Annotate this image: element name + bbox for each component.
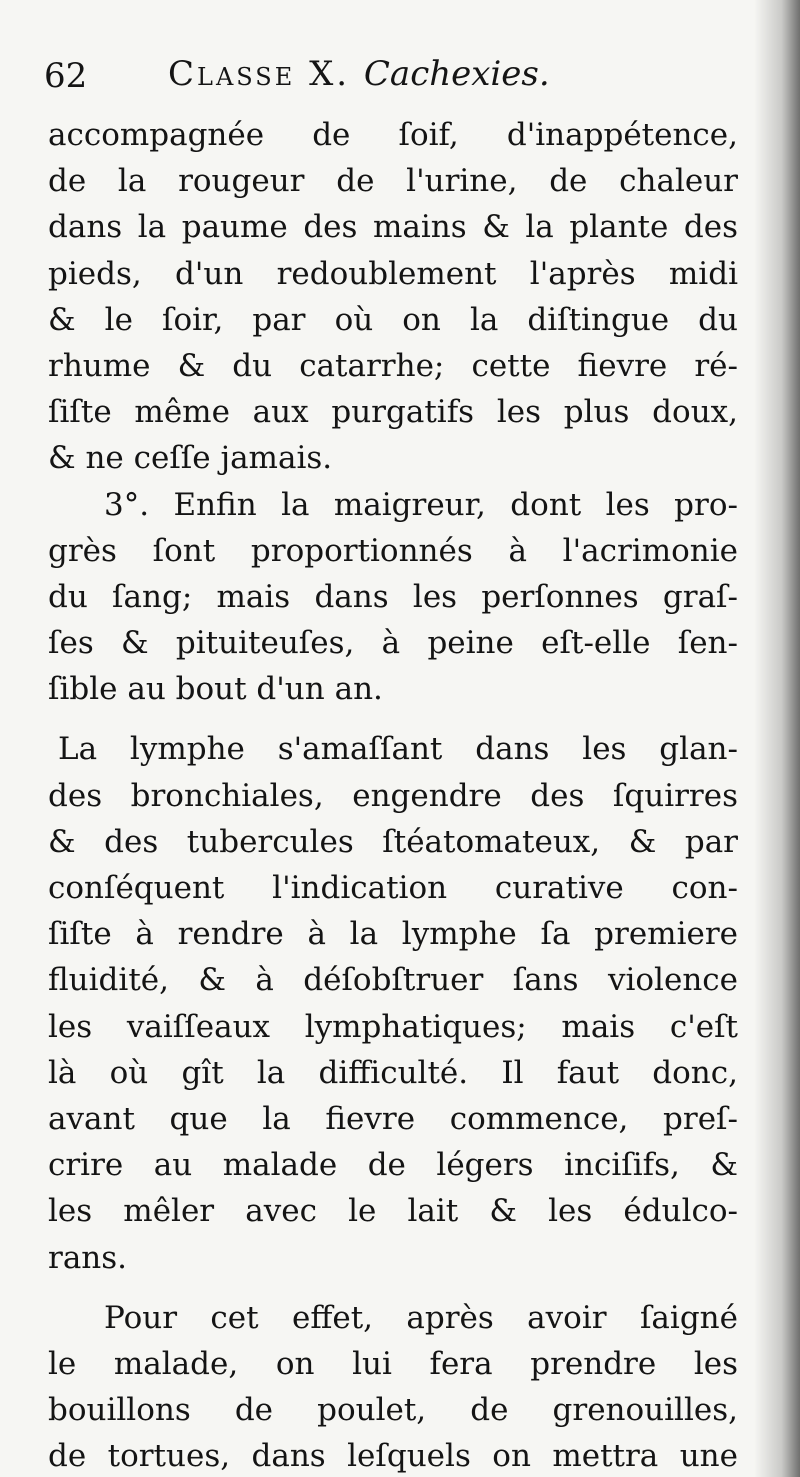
text-line: ſible au bout d'un an. xyxy=(48,671,383,708)
paragraph-continuation xyxy=(48,112,738,482)
text-line: La lymphe s'amaſſant dans les glan- xyxy=(58,731,738,768)
text-line: crire au malade de légers inciſifs, & xyxy=(48,1147,738,1184)
paragraph-gap xyxy=(48,1281,738,1295)
text-line: avant que la fievre commence, preſ- xyxy=(48,1100,738,1137)
text-line: les mêler avec le lait & les édulco- xyxy=(48,1193,738,1230)
paragraph-pour-cet-effet xyxy=(48,1295,738,1477)
text-line: grès ſont proportionnés à l'acrimonie xyxy=(48,532,738,569)
running-head xyxy=(168,54,550,94)
text-line: bouillons de poulet, de grenouilles, xyxy=(48,1392,738,1429)
page-header xyxy=(44,52,744,100)
text-line: du ſang; mais dans les perſonnes graſ- xyxy=(48,578,738,615)
text-line: ſes & pituiteuſes, à peine eſt-elle ſen- xyxy=(48,625,738,662)
text-line: de la rougeur de l'urine, de chaleur xyxy=(48,163,738,200)
text-line: & des tubercules ſtéatomateux, & par xyxy=(48,823,738,860)
text-line: 3°. Enfin la maigreur, dont les pro- xyxy=(104,486,738,523)
text-line: les vaiſſeaux lymphatiques; mais c'eſt xyxy=(48,1008,738,1045)
text-line: rhume & du catarrhe; cette fievre ré- xyxy=(48,347,738,384)
text-line: conſéquent l'indication curative con- xyxy=(48,870,738,906)
text-line: ſiſte à rendre à la lymphe ſa premiere xyxy=(48,916,738,953)
text-line: des bronchiales, engendre des ſquirres xyxy=(48,777,738,814)
text-line: là où gît la difficulté. Il faut donc, xyxy=(48,1054,738,1091)
paragraph-gap xyxy=(48,712,738,726)
running-head-subject: Cachexies. xyxy=(363,54,550,94)
text-line: le malade, on lui fera prendre les xyxy=(48,1345,738,1382)
text-line: pieds, d'un redoublement l'après midi xyxy=(48,255,738,292)
text-line: & le ſoir, par où on la diſtingue du xyxy=(48,301,738,338)
paragraph-lymphe xyxy=(48,726,738,1280)
running-head-class: Classe X. xyxy=(168,54,351,94)
text-line: ſiſte même aux purgatifs les plus doux, xyxy=(48,394,738,431)
text-line: de tortues, dans leſquels on mettra une xyxy=(48,1438,738,1475)
paragraph-maigreur xyxy=(48,482,738,713)
text-line: accompagnée de ſoif, d'inappétence, xyxy=(48,117,738,153)
text-line: rans. xyxy=(48,1239,128,1276)
page-number: 62 xyxy=(44,56,88,96)
body-text xyxy=(48,112,738,1477)
text-line: & ne ceſſe jamais. xyxy=(48,440,333,477)
text-line: fluidité, & à déſobſtruer ſans violence xyxy=(48,962,738,999)
text-line: dans la paume des mains & la plante des xyxy=(48,209,738,246)
text-line: Pour cet effet, après avoir ſaigné xyxy=(104,1299,738,1336)
